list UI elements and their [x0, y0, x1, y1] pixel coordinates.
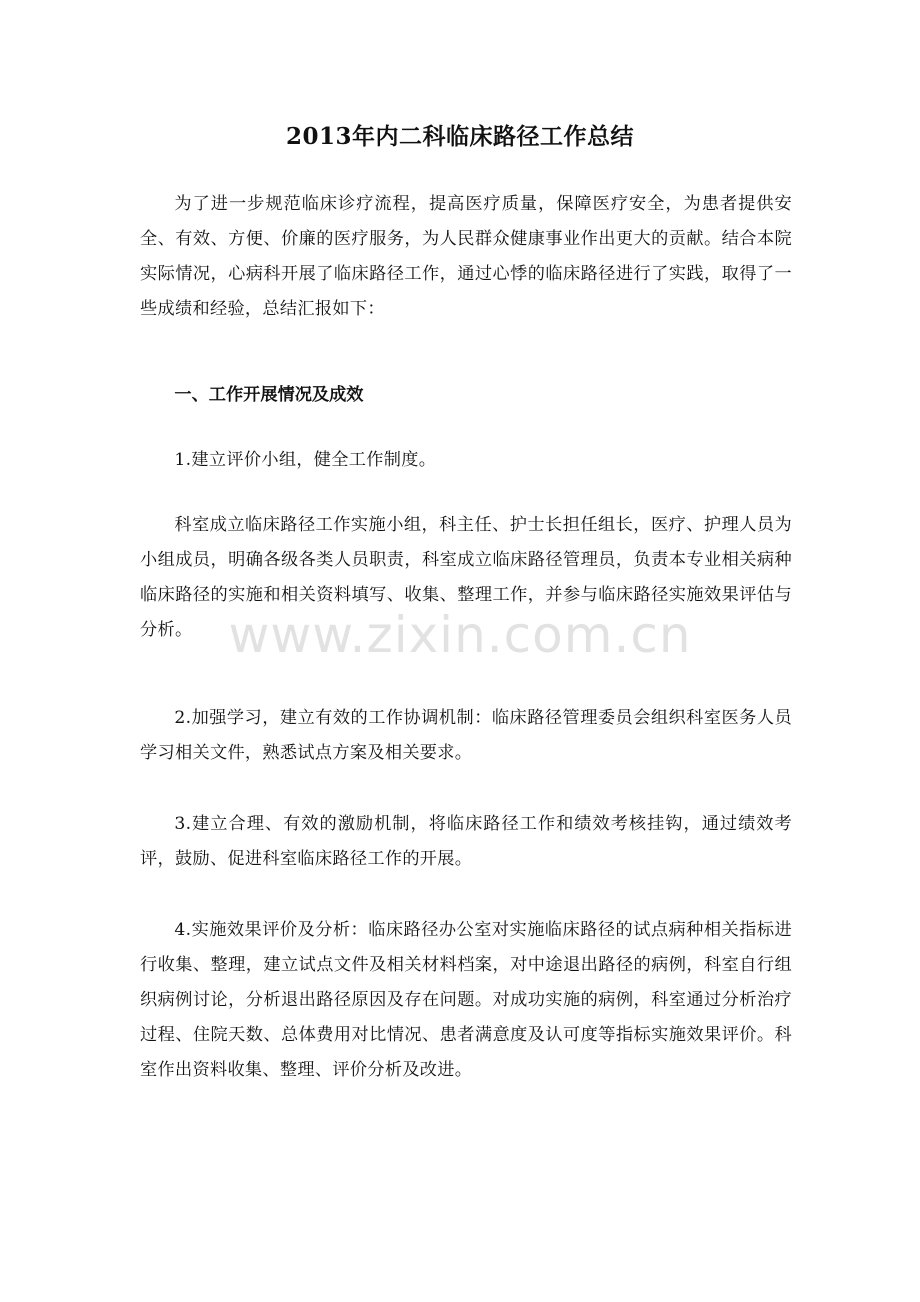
- document-title: 2013年内二科临床路径工作总结: [285, 123, 634, 150]
- item-3-paragraph: 3.建立合理、有效的激励机制，将临床路径工作和绩效考核挂钩，通过绩效考评，鼓励、促进科室临床路径工作的开展。: [140, 814, 792, 869]
- item-1-body: 科室成立临床路径工作实施小组，科主任、护士长担任组长，医疗、护理人员为小组成员，明确各级各类人员职责，科室成立临床路径管理员，负责本专业相关病种临床路径的实施和相关资料填写、收集、整理工作，并参与临床路径实施效果评估与分析。: [140, 515, 792, 640]
- watermark: www.zixin.com.cn: [228, 606, 692, 664]
- item-1-title: 1.建立评价小组，健全工作制度。: [174, 450, 437, 470]
- intro-paragraph: 为了进一步规范临床诊疗流程，提高医疗质量，保障医疗安全，为患者提供安全、有效、方便、价廉的医疗服务，为人民群众健康事业作出更大的贡献。结合本院实际情况，心病科开展了临床路径工作，通过心悸的临床路径进行了实践，取得了一些成绩和经验，总结汇报如下：: [140, 194, 792, 319]
- item-4-paragraph: 4.实施效果评价及分析：临床路径办公室对实施临床路径的试点病种相关指标进行收集、整理，建立试点文件及相关材料档案，对中途退出路径的病例，科室自行组织病例讨论，分析退出路径原因及存在问题。对成功实施的病例，科室通过分析治疗过程、住院天数、总体费用对比情况、患者满意度及认可度等指标实施效果评价。科室作出资料收集、整理、评价分析及改进。: [140, 920, 792, 1080]
- section-heading-1: 一、工作开展情况及成效: [174, 385, 364, 405]
- item-2-paragraph: 2.加强学习，建立有效的工作协调机制：临床路径管理委员会组织科室医务人员学习相关文件，熟悉试点方案及相关要求。: [140, 708, 792, 763]
